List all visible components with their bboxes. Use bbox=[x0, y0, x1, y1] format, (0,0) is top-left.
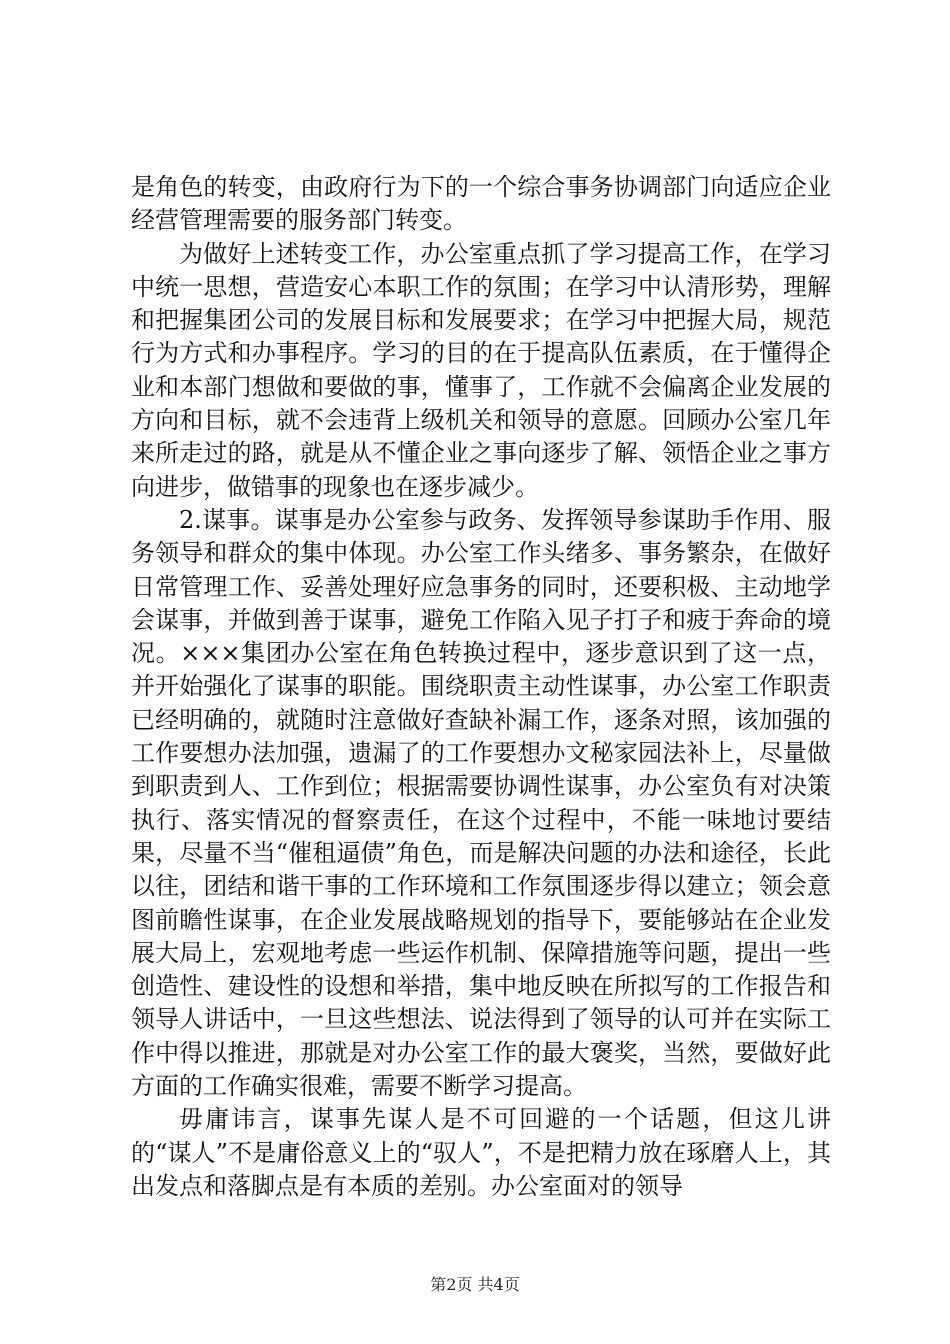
paragraph-1: 是角色的转变，由政府行为下的一个综合事务协调部门向适应企业经营管理需要的服务部门转变。 bbox=[131, 173, 831, 235]
paragraph-4: 毋庸讳言，谋事先谋人是不可回避的一个话题，但这儿讲的“谋人”不是庸俗意义上的“驭人”，不是把精力放在琢磨人上，其出发点和落脚点是有本质的差别。办公室面对的领导 bbox=[131, 1105, 831, 1200]
paragraph-2: 为做好上述转变工作，办公室重点抓了学习提高工作，在学习中统一思想，营造安心本职工作的氛围；在学习中认清形势，理解和把握集团公司的发展目标和发展要求；在学习中把握大局，规范行为方式和办事程序。学习的目的在于提高队伍素质，在于懂得企业和本部门想做和要做的事，懂事了，工作就不会偏离企业发展的方向和目标，就不会违背上级机关和领导的意愿。回顾办公室几年来所走过的路，就是从不懂企业之事向逐步了解、领悟企业之事方向进步，做错事的现象也在逐步减少。 bbox=[131, 239, 831, 501]
paragraph-3: 2.谋事。谋事是办公室参与政务、发挥领导参谋助手作用、服务领导和群众的集中体现。办公室工作头绪多、事务繁杂，在做好日常管理工作、妥善处理好应急事务的同时，还要积极、主动地学会谋事，并做到善于谋事，避免工作陷入见子打子和疲于奔命的境况。×××集团办公室在角色转换过程中，逐步意识到了这一点，并开始强化了谋事的职能。围绕职责主动性谋事，办公室工作职责已经明确的，就随时注意做好查缺补漏工作，逐条对照，该加强的工作要想办法加强，遗漏了的工作要想办文秘家园法补上，尽量做到职责到人、工作到位；根据需要协调性谋事，办公室负有对决策执行、落实情况的督察责任，在这个过程中，不能一味地讨要结果，尽量不当“催租逼债”角色，而是解决问题的办法和途径，长此以往，团结和谐干事的工作环境和工作氛围逐步得以建立；领会意图前瞻性谋事，在企业发展战略规划的指导下，要能够站在企业发展大局上，宏观地考虑一些运作机制、保障措施等问题，提出一些创造性、建设性的设想和举措，集中地反映在所拟写的工作报告和领导人讲话中，一旦这些想法、说法得到了领导的认可并在实际工作中得以推进，那就是对办公室工作的最大褒奖，当然，要做好此方面的工作确实很难，需要不断学习提高。 bbox=[131, 505, 831, 1101]
page-number-footer: 第2页 共4页 bbox=[430, 1275, 520, 1294]
body-text bbox=[131, 171, 831, 1203]
